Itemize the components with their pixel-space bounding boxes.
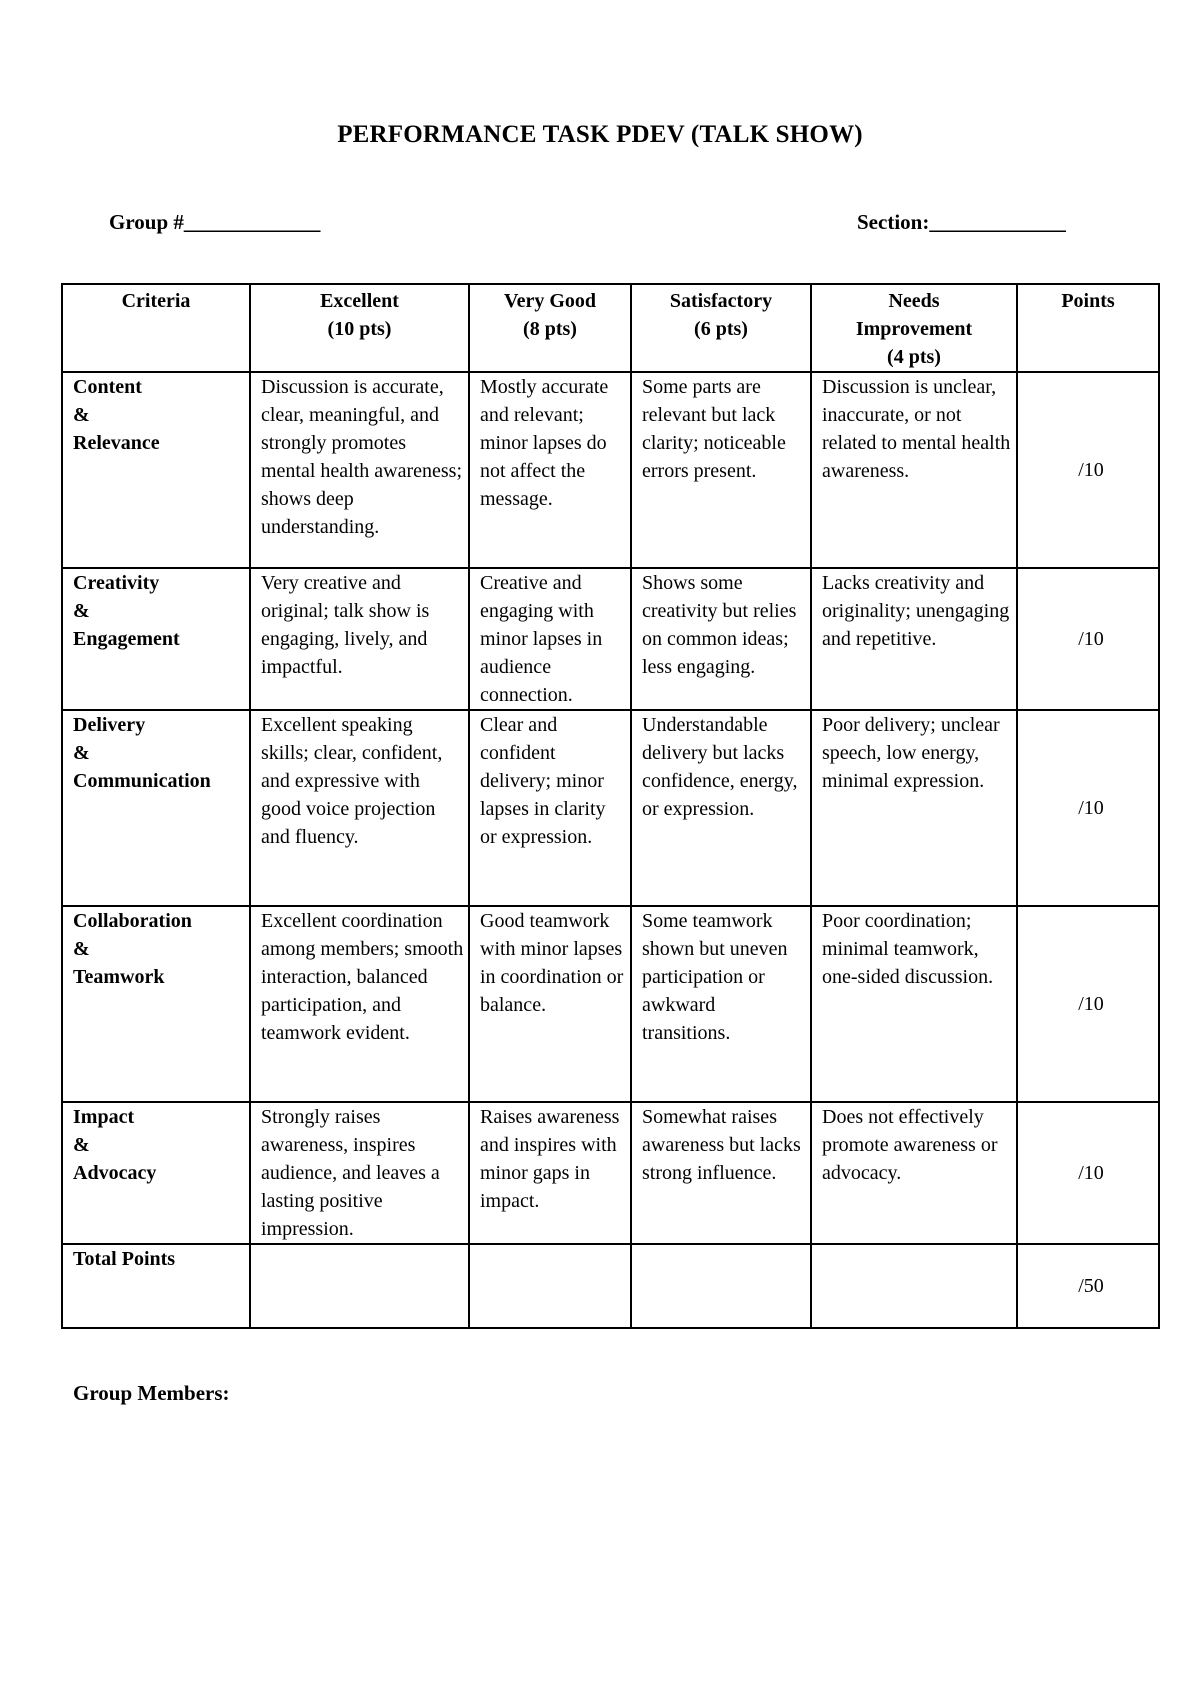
table-row xyxy=(62,372,1159,568)
header-very-good xyxy=(469,284,631,372)
page-title: PERFORMANCE TASK PDEV (TALK SHOW) xyxy=(337,121,863,148)
criteria-name: Delivery xyxy=(73,714,146,736)
points-cell: /10 xyxy=(1017,568,1159,710)
table-row xyxy=(62,1102,1159,1244)
total-label-cell: Total Points xyxy=(62,1244,250,1328)
header-criteria-label: Criteria xyxy=(121,290,191,312)
satisfactory-cell: Somewhat raises awareness but lacks strong influence. xyxy=(631,1102,811,1244)
header-needs-improvement-label-2: Improvement xyxy=(855,318,973,340)
needs-improvement-cell: Does not effectively promote awareness or advocacy. xyxy=(811,1102,1017,1244)
rubric-table xyxy=(61,283,1160,1329)
criteria-ampersand: & xyxy=(73,404,90,426)
header-very-good-pts: (8 pts) xyxy=(523,318,577,340)
points-cell: /10 xyxy=(1017,372,1159,568)
excellent-cell: Very creative and original; talk show is engaging, lively, and impactful. xyxy=(250,568,469,710)
criteria-cell xyxy=(62,906,250,1102)
criteria-name-2: Advocacy xyxy=(73,1162,157,1184)
needs-improvement-cell: Poor delivery; unclear speech, low energy, minimal expression. xyxy=(811,710,1017,906)
criteria-cell xyxy=(62,372,250,568)
header-needs-improvement xyxy=(811,284,1017,372)
header-needs-improvement-pts: (4 pts) xyxy=(887,346,941,368)
criteria-name-2: Communication xyxy=(73,770,211,792)
header-very-good-label: Very Good xyxy=(503,290,597,312)
very-good-cell: Creative and engaging with minor lapses in audience connection. xyxy=(469,568,631,710)
table-row xyxy=(62,710,1159,906)
very-good-cell: Mostly accurate and relevant; minor lapses do not affect the message. xyxy=(469,372,631,568)
points-cell: /10 xyxy=(1017,906,1159,1102)
satisfactory-cell: Shows some creativity but relies on common ideas; less engaging. xyxy=(631,568,811,710)
excellent-cell: Excellent speaking skills; clear, confident, and expressive with good voice projection and fluency. xyxy=(250,710,469,906)
excellent-cell: Excellent coordination among members; smooth interaction, balanced participation, and teamwork evident. xyxy=(250,906,469,1102)
very-good-cell: Raises awareness and inspires with minor gaps in impact. xyxy=(469,1102,631,1244)
total-empty-cell xyxy=(631,1244,811,1328)
criteria-name: Creativity xyxy=(73,572,160,594)
satisfactory-cell: Some parts are relevant but lack clarity; noticeable errors present. xyxy=(631,372,811,568)
criteria-name: Impact xyxy=(73,1106,135,1128)
criteria-name: Content xyxy=(73,376,142,398)
header-points xyxy=(1017,284,1159,372)
points-cell: /10 xyxy=(1017,710,1159,906)
header-excellent xyxy=(250,284,469,372)
needs-improvement-cell: Poor coordination; minimal teamwork, one-sided discussion. xyxy=(811,906,1017,1102)
total-empty-cell xyxy=(250,1244,469,1328)
very-good-cell: Clear and confident delivery; minor lapses in clarity or expression. xyxy=(469,710,631,906)
header-needs-improvement-label-1: Needs xyxy=(888,290,940,312)
needs-improvement-cell: Lacks creativity and originality; unengaging and repetitive. xyxy=(811,568,1017,710)
criteria-cell xyxy=(62,568,250,710)
header-satisfactory xyxy=(631,284,811,372)
header-excellent-label: Excellent xyxy=(320,290,399,312)
criteria-name-2: Teamwork xyxy=(73,966,165,988)
header-points-label: Points xyxy=(1061,290,1115,312)
group-number-field: Group #_____________ xyxy=(109,210,321,234)
total-points-cell: /50 xyxy=(1017,1244,1159,1328)
points-cell: /10 xyxy=(1017,1102,1159,1244)
criteria-name-2: Relevance xyxy=(73,432,160,454)
criteria-ampersand: & xyxy=(73,938,90,960)
criteria-name-2: Engagement xyxy=(73,628,180,650)
table-row xyxy=(62,906,1159,1102)
header-satisfactory-pts: (6 pts) xyxy=(694,318,748,340)
header-row xyxy=(62,284,1159,372)
criteria-cell xyxy=(62,710,250,906)
needs-improvement-cell: Discussion is unclear, inaccurate, or not related to mental health awareness. xyxy=(811,372,1017,568)
header-criteria xyxy=(62,284,250,372)
criteria-ampersand: & xyxy=(73,600,90,622)
total-row xyxy=(62,1244,1159,1328)
criteria-name: Collaboration xyxy=(73,910,192,932)
group-members-label: Group Members: xyxy=(73,1381,230,1405)
excellent-cell: Discussion is accurate, clear, meaningful, and strongly promotes mental health awareness; shows deep understanding. xyxy=(250,372,469,568)
header-excellent-pts: (10 pts) xyxy=(327,318,392,340)
satisfactory-cell: Understandable delivery but lacks confidence, energy, or expression. xyxy=(631,710,811,906)
total-empty-cell xyxy=(469,1244,631,1328)
criteria-ampersand: & xyxy=(73,1134,90,1156)
header-satisfactory-label: Satisfactory xyxy=(669,290,773,312)
excellent-cell: Strongly raises awareness, inspires audience, and leaves a lasting positive impression. xyxy=(250,1102,469,1244)
total-empty-cell xyxy=(811,1244,1017,1328)
satisfactory-cell: Some teamwork shown but uneven participation or awkward transitions. xyxy=(631,906,811,1102)
very-good-cell: Good teamwork with minor lapses in coordination or balance. xyxy=(469,906,631,1102)
table-row xyxy=(62,568,1159,710)
criteria-ampersand: & xyxy=(73,742,90,764)
section-field: Section:_____________ xyxy=(857,210,1066,234)
criteria-cell xyxy=(62,1102,250,1244)
